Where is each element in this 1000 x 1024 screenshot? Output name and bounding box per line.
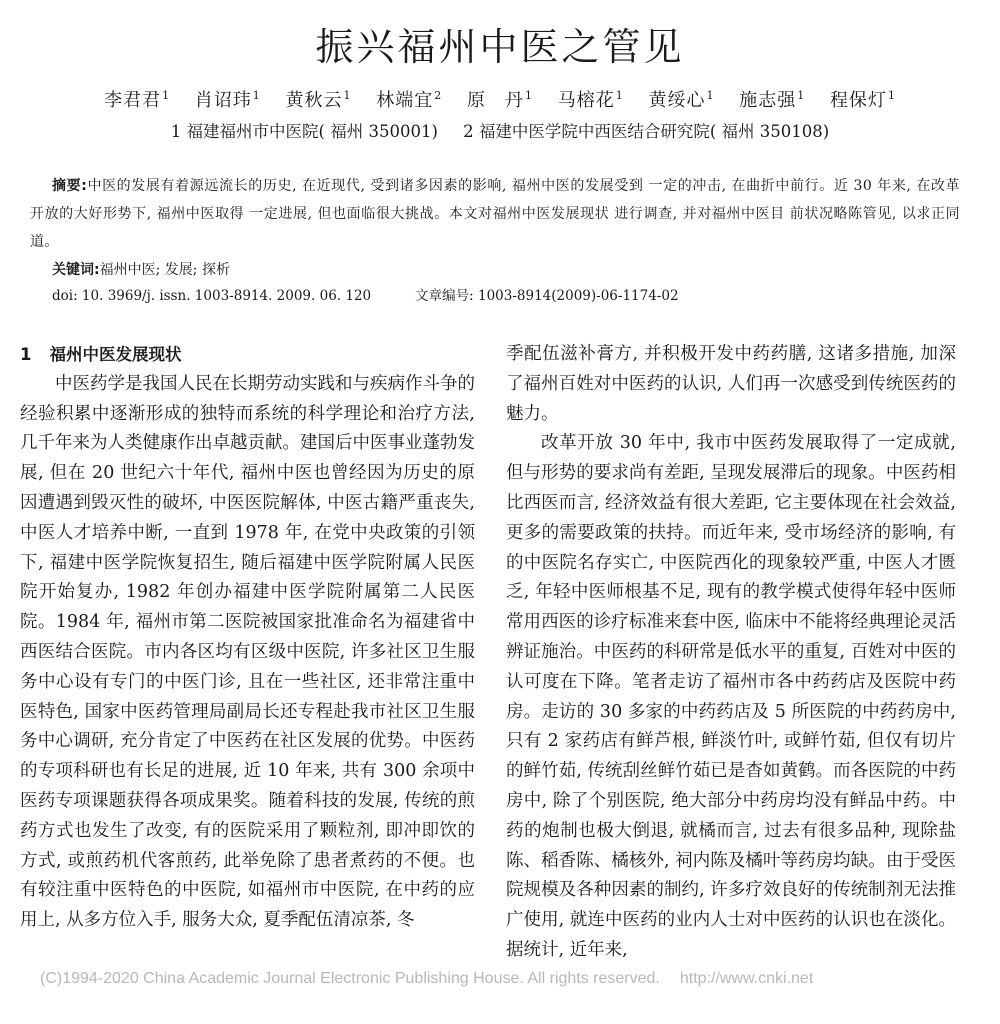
- author-list: [0, 86, 1000, 112]
- section-title: 福州中医发展现状: [49, 345, 182, 364]
- abstract-text: 中医的发展有着源远流长的历史, 在近现代, 受到诸多因素的影响, 福州中医的发展受到 一定的冲击, 在曲折中前行。近 30 年来, 在改革开放的大好形势下, 福州中医取得 一定进展, 但也面临很大挑战。本文对福州中医发展现状 进行调查, 并对福州中医目 前状况略陈管见, 以求正同道。: [30, 178, 960, 250]
- author: 林端宜$^2$: [376, 89, 443, 111]
- doi-line: [52, 284, 952, 308]
- author: 黄绥心$^1$: [648, 89, 715, 111]
- author: 肖诏玮$^1$: [194, 89, 261, 111]
- author: 施志强$^1$: [739, 89, 806, 111]
- keywords: [52, 258, 952, 282]
- affiliation-line: [0, 118, 1000, 142]
- author: 黄秋云$^1$: [285, 89, 352, 111]
- section-heading: [20, 340, 475, 370]
- body-paragraph-1: 中医药学是我国人民在长期劳动实践和与疾病作斗争的经验积累中逐渐形成的独特而系统的科学理论和治疗方法, 几千年来为人类健康作出卓越贡献。建国后中医事业蓬勃发展, 但在 20 世纪六十年代, 福州中医也曾经因为历史的原因遭遇到毁灭性的破坏, 中医医院解体, 中医古籍严重丧失, 中医人才培养中断, 一直到 1978 年, 在党中央政策的引领下, 福建中医学院恢复招生, 随后福建中医学院附属人民医院开始复办, 1982 年创办福建中医学院附属第二人民医院。1984 年, 福州市第二医院被国家批准命名为福建省中西医结合医院。市内各区均有区级中医院, 许多社区卫生服务中心设有专门的中医门诊, 且在一些社区, 还非常注重中医特色, 国家中医药管理局副局长还专程赴我市社区卫生服务中心调研, 充分肯定了中医药在社区发展的优势。中医药的专项科研也有长足的进展, 近 10 年来, 共有 300 余项中医药专项课题获得各项成果奖。随着科技的发展, 传统的煎药方式也发生了改变, 有的医院采用了颗粒剂, 即冲即饮的方式, 或煎药机代客煎药, 此举免除了患者煮药的不便。也有较注重中医特色的中医院, 如福州市中医院, 在中药的应用上, 从多方位入手, 服务大众, 夏季配伍清凉茶, 冬: [20, 373, 475, 931]
- keywords-label: 关键词:: [52, 262, 100, 278]
- affiliation-1: 1 福建福州市中医院( 福州 350001): [170, 122, 438, 141]
- section-number: 1: [20, 345, 32, 364]
- copyright-watermark: [40, 970, 960, 988]
- body-column-left: [20, 340, 475, 936]
- affiliation-2: 2 福建中医学院中西医结合研究院( 福州 350108): [463, 122, 830, 141]
- doi: doi: 10. 3969/j. issn. 1003-8914. 2009. 06. 120: [52, 288, 372, 304]
- article-number: 文章编号: 1003-8914(2009)-06-1174-02: [415, 288, 679, 304]
- abstract-label: 摘要:: [52, 178, 88, 194]
- author: 原 丹$^1$: [467, 89, 533, 111]
- body-paragraph-2: 改革开放 30 年中, 我市中医药发展取得了一定成就, 但与形势的要求尚有差距, 呈现发展滞后的现象。中医药相比西医而言, 经济效益有很大差距, 它主要体现在社会效益, 更多的需要政策的扶持。而近年来, 受市场经济的影响, 有的中医院名存实亡, 中医院西化的现象较严重, 中医人才匮乏, 年轻中医师根基不足, 现有的教学模式使得年轻中医师常用西医的诊疗标准来套中医, 临床中不能将经典理论灵活辨证施治。中医药的科研常是低水平的重复, 百姓对中医的认可度在下降。笔者走访了福州市各中药药店及医院中药房。走访的 30 多家的中药药店及 5 所医院的中药药房中, 只有 2 家药店有鲜芦根, 鲜淡竹叶, 或鲜竹茹, 但仅有切片的鲜竹茹, 传统刮丝鲜竹茹已是杳如黄鹤。而各医院的中药房中, 除了个别医院, 绝大部分中药房均没有鲜品中药。中药的炮制也极大倒退, 就橘而言, 过去有很多品种, 现除盐陈、稻香陈、橘核外, 祠内陈及橘叶等药房均缺。由于受医院规模及各种因素的制约, 许多疗效良好的传统制剂无法推广使用, 就连中医药的业内人士对中医药的认识也在淡化。据统计, 近年来,: [506, 433, 956, 960]
- abstract: [30, 172, 960, 256]
- body-column-right: [506, 340, 956, 966]
- paper-title: 振兴福州中医之管见: [315, 25, 685, 69]
- body-paragraph-1-continued: 季配伍滋补膏方, 并积极开发中药药膳, 这诸多措施, 加深了福州百姓对中医药的认识, 人们再一次感受到传统医药的魅力。: [506, 344, 956, 424]
- author: 程保灯$^1$: [829, 89, 896, 111]
- author: 李君君$^1$: [104, 89, 171, 111]
- website-link: http://www.cnki.net: [679, 970, 814, 987]
- keywords-text: 福州中医; 发展; 探析: [99, 262, 230, 278]
- author: 马榕花$^1$: [557, 89, 624, 111]
- copyright-text: (C)1994-2020 China Academic Journal Electronic Publishing House. All rights reserved.: [40, 970, 660, 987]
